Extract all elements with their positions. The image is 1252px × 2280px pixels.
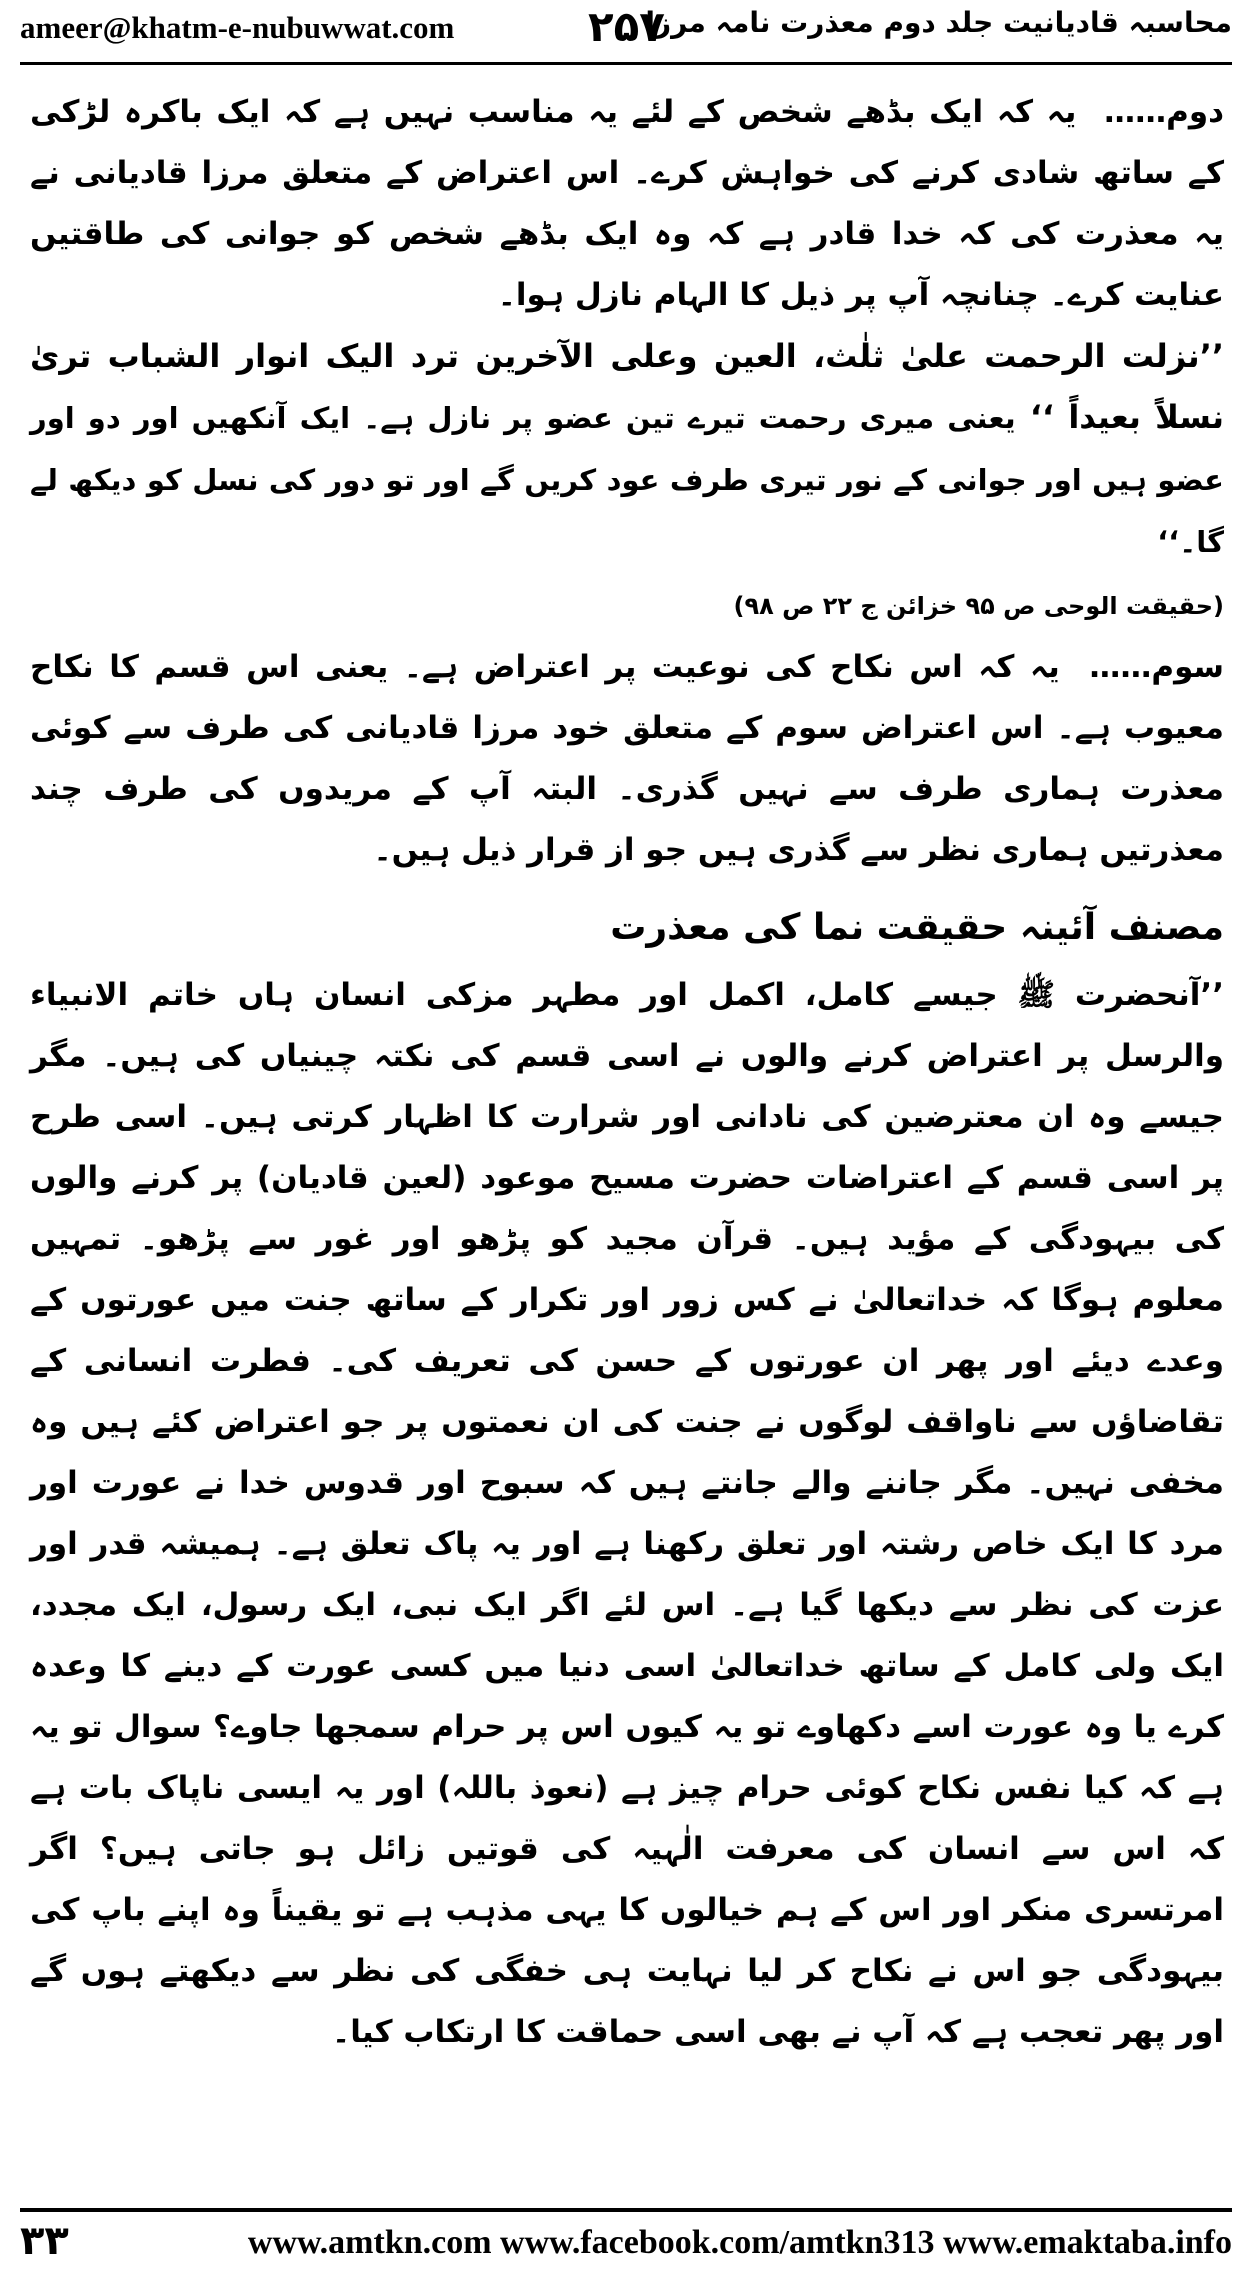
paragraph-dom <box>30 82 1224 326</box>
footer-links[interactable]: www.amtkn.com www.facebook.com/amtkn313 www.emaktaba.info <box>247 2224 1232 2261</box>
footer-page-number: ۳۳ <box>20 2218 69 2264</box>
quote-translation: یعنی میری رحمت تیرے تین عضو پر نازل ہے۔ ایک آنکھیں اور دو اور عضو ہیں اور جوانی کے نور تیری طرف عود کریں گے اور تو دور کی نسل کو دیکھ لے گا۔‘‘ <box>30 401 1224 559</box>
header-page-number: ۲۵۷ <box>588 2 665 51</box>
label-som: سوم…… <box>1089 649 1225 685</box>
page-body <box>30 82 1224 2063</box>
header-divider <box>20 62 1232 65</box>
header-email[interactable]: ameer@khatm-e-nubuwwat.com <box>20 10 455 45</box>
arabic-quote-text: ’’نزلت الرحمت علیٰ ثلٰث، العین وعلی الآخرین ترد الیک انوار الشباب تریٰ نسلاً بعیداً ‘‘ <box>30 337 1224 436</box>
page-header <box>20 4 1232 54</box>
page-footer <box>20 2208 1232 2272</box>
text-dom: یہ کہ ایک بڈھے شخص کے لئے یہ مناسب نہیں ہے کہ ایک باکرہ لڑکی کے ساتھ شادی کرنے کی خواہش کرے۔ اس اعتراض کے متعلق مرزا قادیانی نے یہ معذرت کی کہ خدا قادر ہے کہ وہ ایک بڈھے شخص کو جوانی کی طاقتیں عنایت کرے۔ چنانچہ آپ پر ذیل کا الہام نازل ہوا۔ <box>30 94 1224 313</box>
arabic-ilham-quote <box>30 326 1224 573</box>
section-heading: مصنف آئینہ حقیقت نما کی معذرت <box>610 907 1224 948</box>
label-dom: دوم…… <box>1104 94 1224 130</box>
paragraph-quote: ’’آنحضرت ﷺ جیسے کامل، اکمل اور مطہر مزکی انسان ہاں خاتم الانبیاء والرسل پر اعتراض کرنے والوں نے اسی قسم کی نکتہ چینیاں کی ہیں۔ مگر جیسے وہ ان معترضین کی نادانی اور شرارت کا اظہار کرتی ہیں۔ اسی طرح پر اسی قسم کے اعتراضات حضرت مسیح موعود (لعین قادیان) پر کرنے والوں کی بیہودگی کے مؤید ہیں۔ قرآن مجید کو پڑھو اور غور سے پڑھو۔ تمہیں معلوم ہوگا کہ خداتعالیٰ نے کس زور اور تکرار کے ساتھ جنت میں عورتوں کے وعدے دیئے اور پھر ان عورتوں کے حسن کی تعریف کی۔ فطرت انسانی کے تقاضاؤں سے ناواقف لوگوں نے جنت کی ان نعمتوں پر جو اعتراض کئے ہیں وہ مخفی نہیں۔ مگر جاننے والے جانتے ہیں کہ سبوح اور قدوس خدا نے عورت اور مرد کا ایک خاص رشتہ اور تعلق رکھنا ہے اور یہ پاک تعلق ہے۔ ہمیشہ قدر اور عزت کی نظر سے دیکھا گیا ہے۔ اس لئے اگر ایک نبی، ایک رسول، ایک مجدد، ایک ولی کامل کے ساتھ خداتعالیٰ اسی دنیا میں کسی عورت کے دینے کا وعدہ کرے یا وہ عورت اسے دکھاوے تو یہ کیوں اس پر حرام سمجھا جاوے؟ سوال تو یہ ہے کہ کیا نفس نکاح کوئی حرام چیز ہے (نعوذ باللہ) اور یہ ایسی ناپاک بات ہے کہ اس سے انسان کی معرفت الٰہیہ کی قوتیں زائل ہو جاتی ہیں؟ اگر امرتسری منکر اور اس کے ہم خیالوں کا یہی مذہب ہے تو یقیناً وہ اپنے باپ کی بیہودگی جو اس نے نکاح کر لیا نہایت ہی خفگی کی نظر سے دیکھتے ہوں گے اور پھر تعجب ہے کہ آپ نے بھی اسی حماقت کا ارتکاب کیا۔ <box>30 977 1224 2050</box>
paragraph-som <box>30 637 1224 881</box>
reference-citation: (حقیقت الوحی ص ۹۵ خزائن ج ۲۲ ص ۹۸) <box>733 592 1224 620</box>
header-title: محاسبہ قادیانیت جلد دوم معذرت نامہ مرزا <box>645 6 1232 39</box>
text-som: یہ کہ اس نکاح کی نوعیت پر اعتراض ہے۔ یعنی اس قسم کا نکاح معیوب ہے۔ اس اعتراض سوم کے متعلق خود مرزا قادیانی کی طرف سے کوئی معذرت ہماری طرف سے نہیں گذری۔ البتہ آپ کے مریدوں کی طرف چند معذرتیں ہماری نظر سے گذری ہیں جو از قرار ذیل ہیں۔ <box>30 649 1224 868</box>
